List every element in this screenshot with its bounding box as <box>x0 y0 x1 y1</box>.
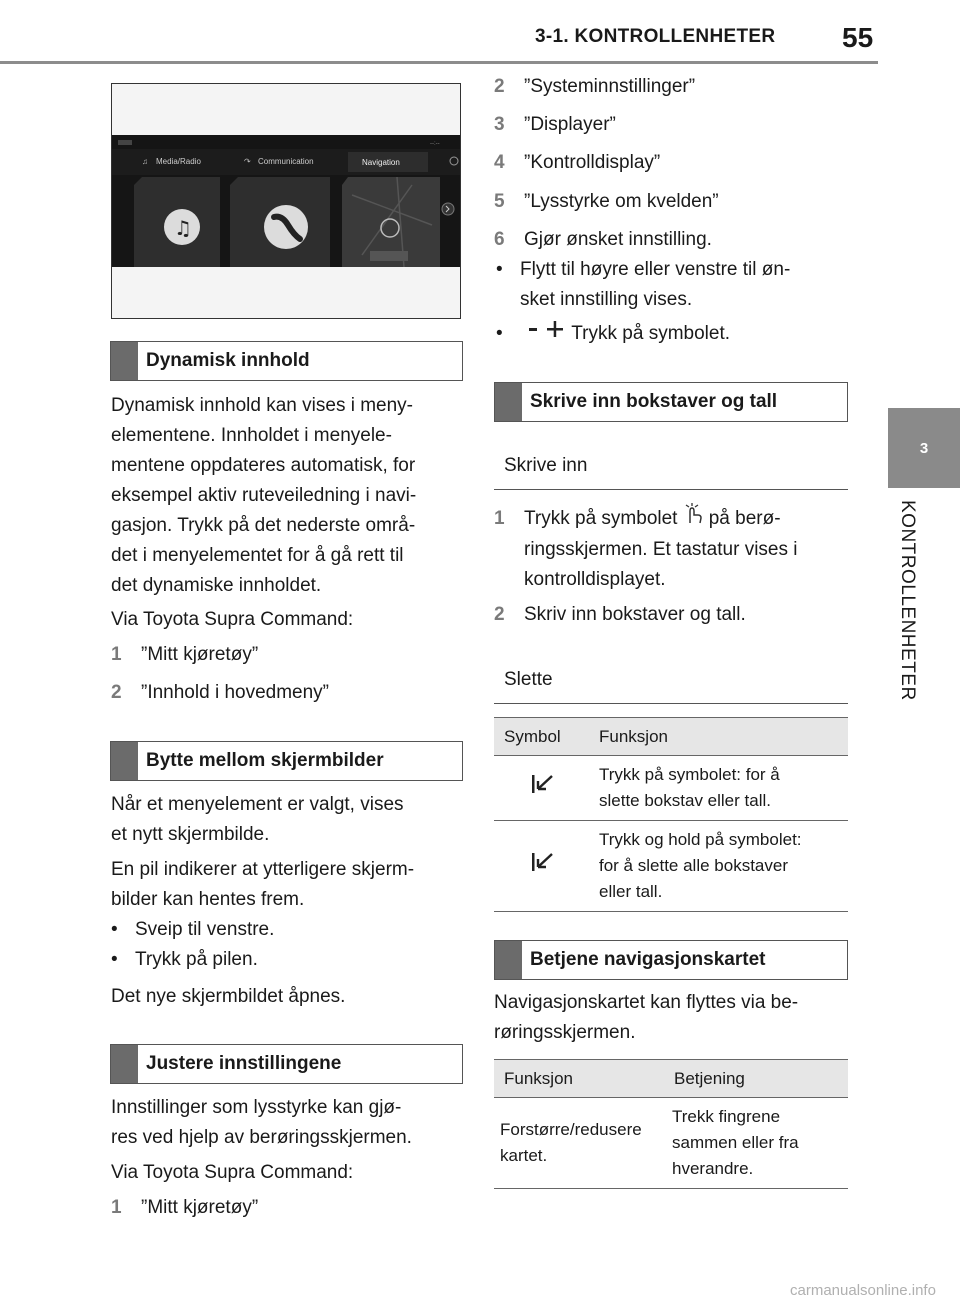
betjene-paragraph: Navigasjonskartet kan flyttes via be- røringsskjermen. <box>494 992 799 1043</box>
page-number: 55 <box>842 22 874 53</box>
step-item: 3 ”Displayer” <box>494 114 616 135</box>
step-item: 5 ”Lysstyrke om kvelden” <box>494 191 719 212</box>
header-rule <box>0 61 878 64</box>
tile-media-label: Media/Radio <box>156 157 201 166</box>
justere-paragraph: Innstillinger som lysstyrke kan gjø- res ved hjelp av berøringsskjermen. <box>111 1097 412 1148</box>
subheading-skrive-inn: Skrive inn <box>494 448 848 490</box>
table-row: Trykk og hold på symbolet: for å slette alle bokstaver eller tall. <box>494 821 848 912</box>
bytte-paragraph-2: En pil indikerer at ytterligere skjerm- bilder kan hentes frem. <box>111 859 415 910</box>
bullet-item: • Sveip til venstre. <box>111 919 275 940</box>
via-command-text: Via Toyota Supra Command: <box>111 609 354 630</box>
bullet-item: • Trykk på pilen. <box>111 949 258 970</box>
section-header-bytte: Bytte mellom skjermbilder <box>110 741 463 781</box>
table-header-row: Funksjon Betjening <box>494 1060 848 1098</box>
navigation-table <box>494 1059 848 1189</box>
step-item: 2 Skriv inn bokstaver og tall. <box>494 604 746 625</box>
tile-navigation-label: Navigation <box>362 158 400 167</box>
step-item: 4 ”Kontrolldisplay” <box>494 152 661 173</box>
keyboard-touch-icon <box>683 503 709 535</box>
chapter-tab: 3 <box>888 408 960 488</box>
section-title: 3-1. KONTROLLENHETER <box>535 26 776 47</box>
watermark: carmanualsonline.info <box>790 1282 936 1299</box>
bytte-paragraph-1: Når et menyelement er valgt, vises et nytt skjermbilde. <box>111 794 404 845</box>
backspace-icon <box>494 821 589 912</box>
step-item: 6 Gjør ønsket innstilling. <box>494 229 712 250</box>
chapter-tab-label: KONTROLLENHETER <box>897 500 918 701</box>
section-header-dynamisk: Dynamisk innhold <box>110 341 463 381</box>
section-header-skrive: Skrive inn bokstaver og tall <box>494 382 848 422</box>
backspace-icon <box>494 756 589 821</box>
infotainment-illustration <box>112 135 460 267</box>
via-command-text-2: Via Toyota Supra Command: <box>111 1162 354 1183</box>
svg-text:↷: ↷ <box>244 157 251 166</box>
infotainment-screen <box>112 135 460 267</box>
bullet-item: • Flytt til høyre eller venstre til øn- sket innstilling vises. <box>496 259 791 310</box>
table-row: Trykk på symbolet: for å slette bokstav eller tall. <box>494 756 848 821</box>
step-item: 1 ”Mitt kjøretøy” <box>111 1197 259 1218</box>
minus-plus-icon <box>525 319 571 349</box>
dynamisk-paragraph: Dynamisk innhold kan vises i meny- elementene. Innholdet i menyele- mentene oppdateres automatisk, for eksempel aktiv ruteveiledning i navi- gasjon. Trykk på det nederste områ- det i menyelementet for å gå rett til det dynamiske innholdet. <box>111 395 417 596</box>
section-header-justere: Justere innstillingene <box>110 1044 463 1084</box>
delete-table <box>494 717 848 912</box>
step-item: 2 ”Innhold i hovedmeny” <box>111 682 329 703</box>
step-item: 2 ”Systeminnstillinger” <box>494 76 696 97</box>
svg-text:♫: ♫ <box>142 157 148 166</box>
bytte-paragraph-3: Det nye skjermbildet åpnes. <box>111 986 346 1007</box>
svg-text:♫: ♫ <box>174 216 192 240</box>
section-header-betjene: Betjene navigasjonskartet <box>494 940 848 980</box>
subheading-slette: Slette <box>494 662 848 704</box>
table-header-row: Symbol Funksjon <box>494 718 848 756</box>
table-row: Forstørre/redusere kartet. Trekk fingrene sammen eller fra hverandre. <box>494 1098 848 1189</box>
bullet-item: • Trykk på symbolet. <box>496 319 730 349</box>
step-item: 1 Trykk på symbolet på berø- ringsskjermen. Et tastatur vises i kontrolldisplayet. <box>494 503 797 595</box>
tile-communication-label: Communication <box>258 157 314 166</box>
status-time: --:-- <box>430 141 440 147</box>
step-item: 1 ”Mitt kjøretøy” <box>111 644 259 665</box>
